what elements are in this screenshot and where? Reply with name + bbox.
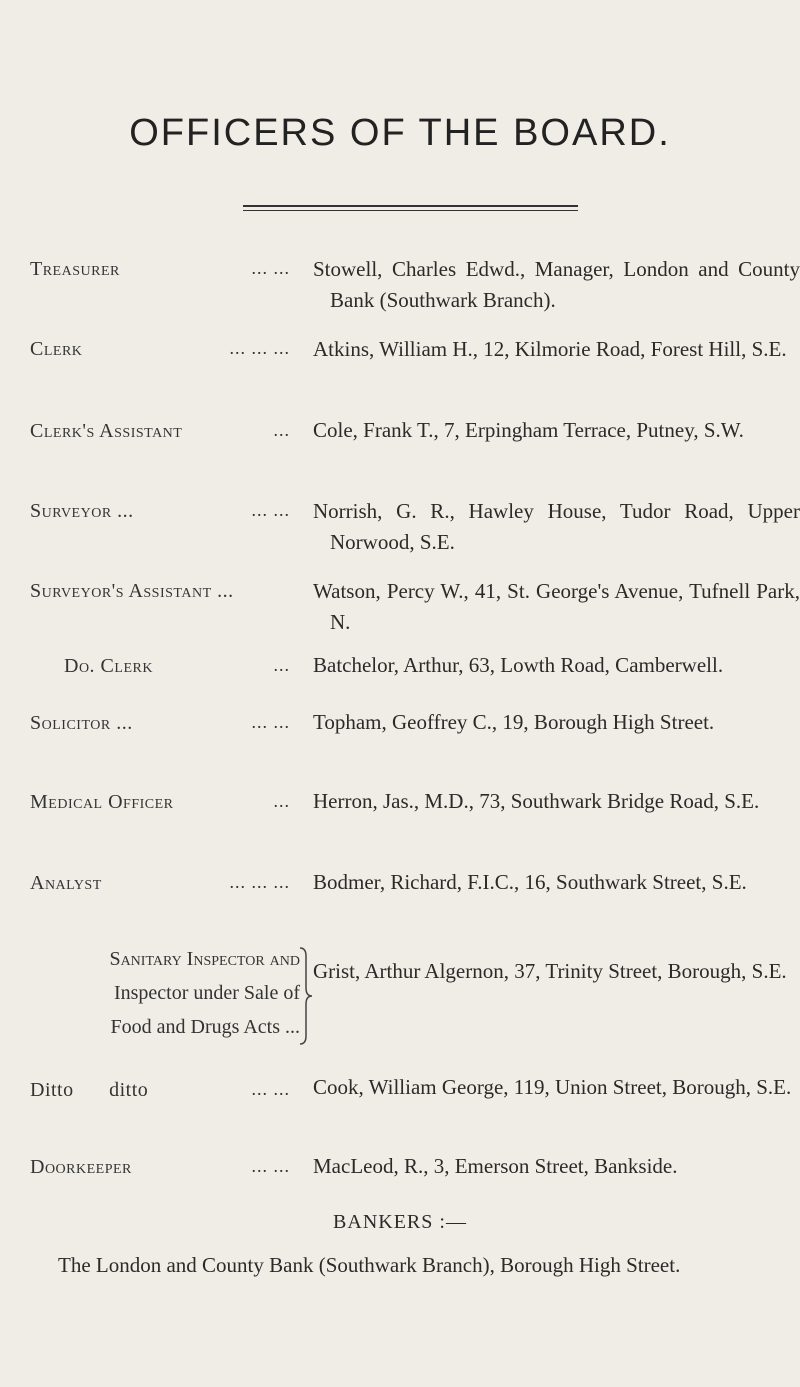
officer-role-line: Inspector under Sale of [113,982,300,1004]
officer-role-line: Food and Drugs Acts ... [110,1016,300,1038]
officer-person: Cook, William George, 119, Union Street, Borough, S.E. [313,1075,792,1099]
officer-person: Cole, Frank T., 7, Erpingham Terrace, Putney, S.W. [313,418,744,442]
page-title: OFFICERS OF THE BOARD. [129,112,671,154]
officer-role: Treasurer [30,258,120,280]
officer-role: Medical Officer [30,791,174,813]
officer-person: Herron, Jas., M.D., 73, Southwark Bridge Road, S.E. [313,789,760,813]
officer-person: Bodmer, Richard, F.I.C., 16, Southwark Street, S.E. [313,870,747,894]
officer-role: Surveyor's Assistant ... [30,580,234,602]
leader-dots: ... [273,420,290,440]
bankers-heading: BANKERS :— [333,1211,467,1233]
officer-role: Solicitor ... [30,712,133,734]
leader-dots: ... ... [251,712,290,732]
officer-person: Topham, Geoffrey C., 19, Borough High Street. [313,710,715,734]
leader-dots: ... ... ... [229,338,290,358]
leader-dots: ... ... ... [229,872,290,892]
officer-role: Clerk [30,338,83,360]
officer-person: Stowell, Charles Edwd., Manager, London and County Bank (Southwark Branch). [313,257,800,312]
bankers-text: The London and County Bank (Southwark Branch), Borough High Street. [58,1253,681,1277]
officer-role: Analyst [30,872,102,894]
leader-dots: ... [273,655,290,675]
officer-role: Ditto ditto [30,1079,149,1101]
title-rule-thick [243,205,578,207]
officer-role-multiline [30,942,300,1044]
leader-dots: ... [273,791,290,811]
officer-person: Atkins, William H., 12, Kilmorie Road, Forest Hill, S.E. [313,337,787,361]
officer-person: Batchelor, Arthur, 63, Lowth Road, Camberwell. [313,653,724,677]
officer-person: Grist, Arthur Algernon, 37, Trinity Street, Borough, S.E. [313,959,787,983]
leader-dots: ... ... [251,1156,290,1176]
title-rule-thin [243,210,578,211]
officer-role: Clerk's Assistant [30,420,183,442]
officer-person: MacLeod, R., 3, Emerson Street, Bankside. [313,1154,678,1178]
officer-person: Watson, Percy W., 41, St. George's Avenue, Tufnell Park, N. [313,579,800,634]
leader-dots: ... ... [251,1079,290,1099]
officer-role: Do. Clerk [64,655,153,677]
officer-person: Norrish, G. R., Hawley House, Tudor Road, Upper Norwood, S.E. [313,499,800,554]
officer-role: Doorkeeper [30,1156,132,1178]
leader-dots: ... ... [251,500,290,520]
leader-dots: ... ... [251,258,290,278]
officer-role: Surveyor ... [30,500,134,522]
officer-role-line: Sanitary Inspector and [109,948,300,970]
